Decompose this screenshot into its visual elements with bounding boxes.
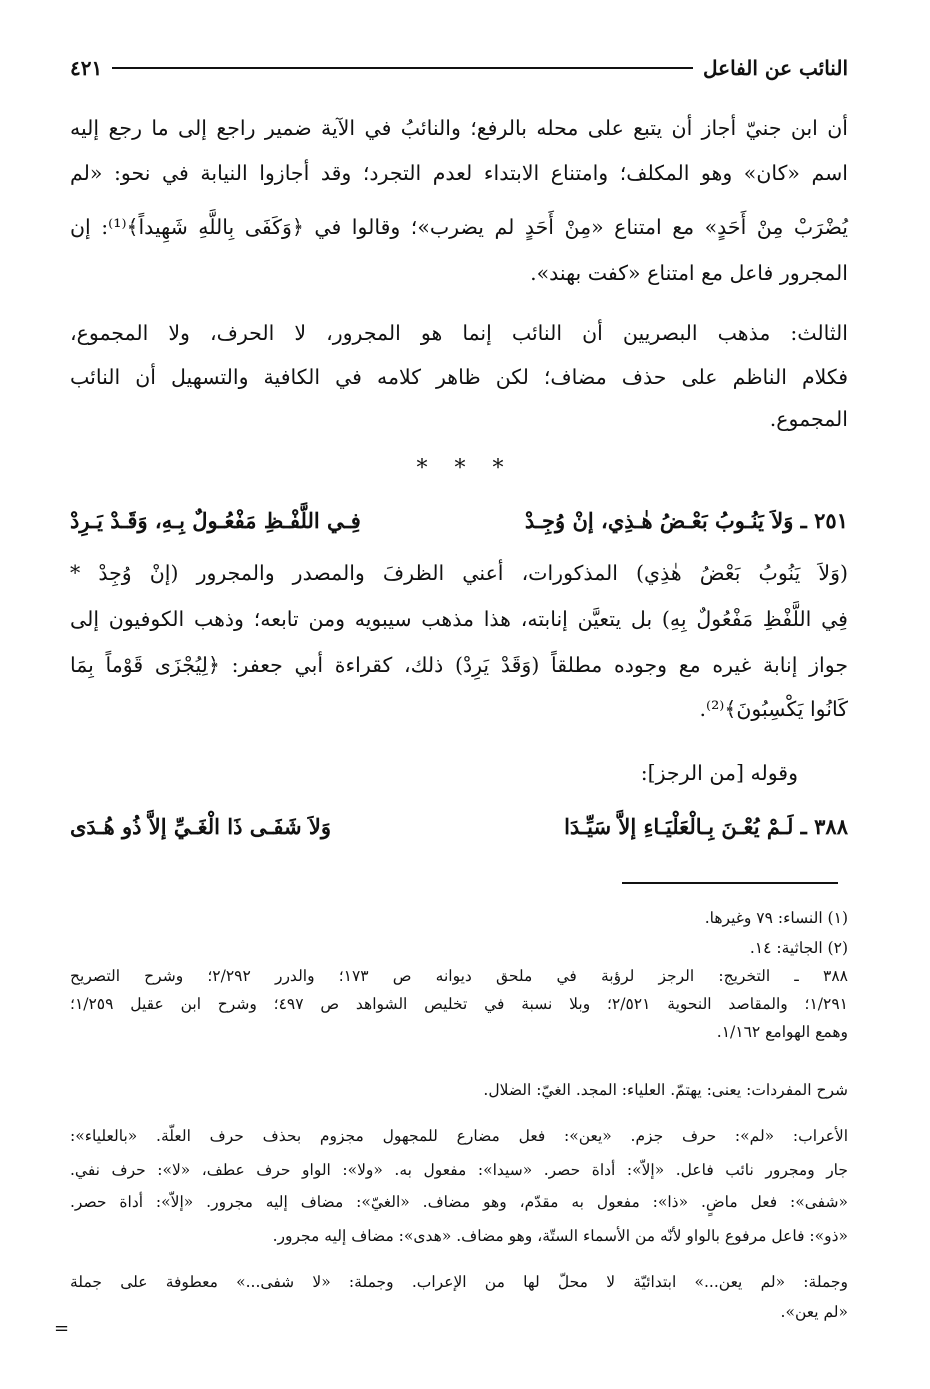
footnote-takhrij-cont: ١/٢٩١؛ والمقاصد النحوية ٢/٥٢١؛ وبلا نسبة في تخليص الشواهد ص ٤٩٧؛ وشرح ابن عقيل ١/٢٥٩؛ [70,995,848,1013]
verse-first-hemistich: ٣٨٨ ـ لَـمْ يُعْـنَ بِـالْعَلْيَـاءِ إلاَّ سَيِّـدَا [564,814,848,839]
text-line: يُضْرَبْ مِنْ أَحَدٍ» مع امتناع «مِنْ أَحَدٍ لم يضرب»؛ وقالوا في ﴿وَكَفَى بِاللَّهِ شَهِيداً﴾⁽¹⁾: إن [70,215,848,239]
chapter-title: النائب عن الفاعل [702,56,848,80]
footnote-sentences-end: «لم يعن». [780,1303,848,1321]
footnote-1: (١) النساء: ٧٩ وغيرها. [704,909,848,927]
footnote-parsing: الأعراب: «لم»: حرف جزم. «يعن»: فعل مضارع للمجهول مجزوم بحذف حرف العلّة. «بالعلياء»: [70,1127,848,1145]
verse-second-hemistich: فِـي اللَّفْـظِ مَفْعُـولٌ بِـهِ، وَقَـدْ يَـرِدْ [70,508,361,533]
text-line: الثالث: مذهب البصريين أن النائب إنما هو المجرور، لا الحرف، ولا المجموع، [70,321,848,345]
header-rule [112,67,693,69]
poem-intro: وقوله [من الرجز]: [640,761,798,785]
running-header [70,48,848,88]
verse-first-hemistich: ٢٥١ ـ وَلاَ يَنُـوبُ بَعْـضُ هٰـذِي، إنْ وُجِـدْ [524,508,848,533]
text-line: (وَلاَ يَنُوبُ بَعْضُ هٰذِي) المذكورات، أعني الظرفَ والمصدر والمجرور (إنْ وُجِدْ * [70,561,848,585]
text-line: كَانُوا يَكْسِبُونَ﴾⁽²⁾. [699,697,848,721]
text-line: فكلام الناظم على حذف مضاف؛ لكن ظاهر كلامه في الكافية والتسهيل أن النائب [70,365,848,389]
footnote-2: (٢) الجاثية: ١٤. [749,939,848,957]
footnote-takhrij-end: وهمع الهوامع ١/١٦٢. [716,1023,848,1041]
section-separator: * * * [416,456,514,481]
footnote-takhrij: ٣٨٨ ـ التخريج: الرجز لرؤبة في ملحق ديوانه ص ١٧٣؛ والدرر ٢/٢٩٢؛ وشرح التصريح [70,967,848,985]
footnote-parsing-cont: «شفى»: فعل ماضٍ. «ذا»: مفعول به مقدّم، وهو مضاف. «الغيّ»: مضاف إليه مجرور. «إلاّ»: أداة حصر. [70,1193,848,1211]
verse-251 [70,505,848,537]
margin-mark: = [54,1318,70,1339]
footnote-vocabulary: شرح المفردات: يعنى: يهتمّ. العلياء: المجد. الغيّ: الضلال. [483,1081,848,1099]
footnote-parsing-cont: جار ومجرور نائب فاعل. «إلاّ»: أداة حصر. «سيدا»: مفعول به. «ولا»: الواو حرف عطف، «لا»: حرف نفي. [70,1161,848,1179]
text-line: المجموع. [769,407,848,431]
page-number: ٤٢١ [70,56,103,80]
text-line: جواز إنابة غيره مع وجوده مطلقاً (وَقَدْ يَرِدْ) ذلك، كقراءة أبي جعفر: ﴿لِيُجْزَى قَوْماً بِمَا [70,653,848,677]
footnote-parsing-end: «ذو»: فاعل مرفوع بالواو لأنّه من الأسماء الستّة، وهو مضاف. «هدى»: مضاف إليه مجرور. [272,1227,848,1245]
text-line: أن ابن جنيّ أجاز أن يتبع على محله بالرفع؛ والنائبُ في الآية ضمير راجع إلى ما رجع إليه [70,116,848,140]
footnote-sentences: وجملة: «لم يعن...» ابتدائيّة لا محلّ لها من الإعراب. وجملة: «لا شفى...» معطوفة على جملة [70,1273,848,1291]
text-line: المجرور فاعل مع امتناع «كفت بهند». [530,261,848,285]
text-line: اسم «كان» وهو المكلف؛ وامتناع الابتداء لعدم التجرد؛ وقد أجازوا النيابة في نحو: «لم [70,161,848,185]
text-line: فِي اللَّفْظِ مَفْعُولٌ بِهِ) بل يتعيَّن إنابته، هذا مذهب سيبويه ومن تابعه؛ وذهب الكوفيون إلى [70,607,848,631]
verse-388 [70,811,848,843]
footnote-rule [622,882,838,884]
verse-second-hemistich: وَلاَ شَفَـى ذَا الْغَـيِّ إلاَّ ذُو هُـدَى [70,814,332,839]
